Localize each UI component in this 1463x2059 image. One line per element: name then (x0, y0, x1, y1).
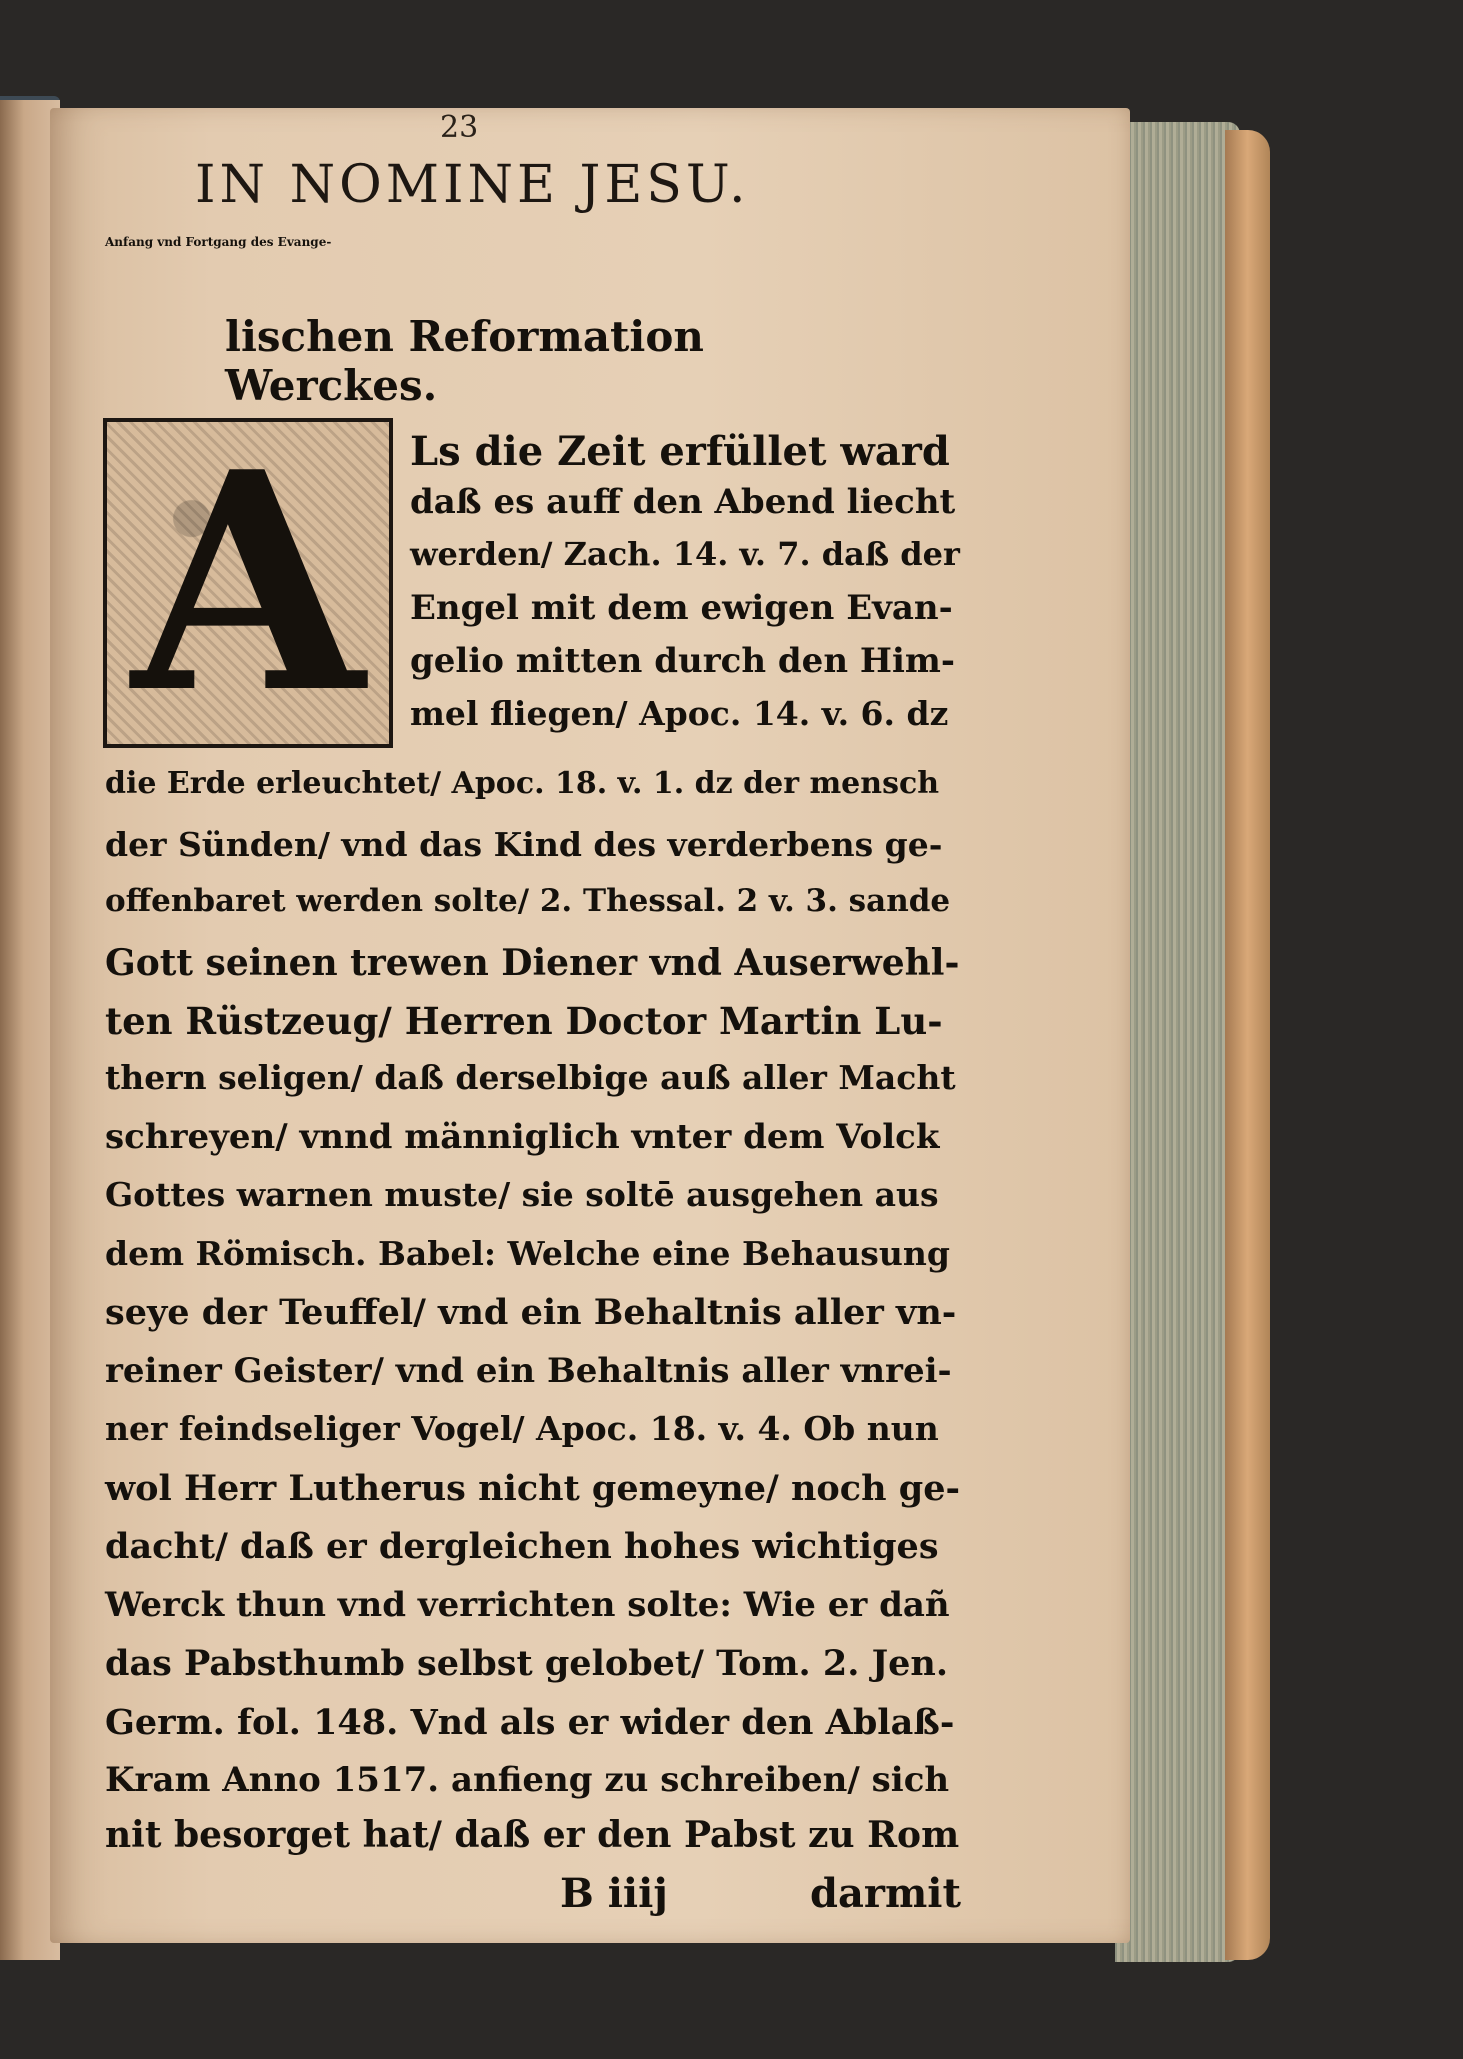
text-line: die Erde erleuchtet/ Apoc. 18. v. 1. dz der mensch (105, 766, 940, 801)
text-line: dacht/ daß er dergleichen hohes wichtiges (105, 1526, 939, 1567)
page-number: 23 (440, 110, 479, 145)
text-line: dem Römisch. Babel: Welche eine Behausung (105, 1234, 950, 1273)
text-line: gelio mitten durch den Him- (410, 641, 955, 681)
text-line: schreyen/ vnnd männiglich vnter dem Volck (105, 1117, 940, 1157)
text-line: werden/ Zach. 14. v. 7. daß der (410, 535, 960, 573)
text-line: Germ. fol. 148. Vnd als er wider den Ablaß- (105, 1702, 955, 1743)
text-line: ten Rüstzeug/ Herren Doctor Martin Lu- (105, 999, 943, 1043)
text-line: Werck thun vnd verrichten solte: Wie er dañ (105, 1585, 950, 1625)
text-line: Kram Anno 1517. anfieng zu schreiben/ sich (105, 1760, 950, 1800)
text-line: das Pabsthumb selbst gelobet/ Tom. 2. Jen. (105, 1643, 949, 1684)
text-line: der Sünden/ vnd das Kind des verderbens ge- (105, 825, 943, 864)
text-line: Gott seinen trewen Diener vnd Auserwehl- (105, 942, 960, 984)
text-line: wol Herr Lutherus nicht gemeyne/ noch ge- (105, 1468, 960, 1509)
heading-title-line-1: Anfang vnd Fortgang des Evange- (105, 235, 332, 249)
text-line: nit besorget hat/ daß er den Pabst zu Rom (105, 1814, 960, 1856)
text-line: mel fliegen/ Apoc. 14. v. 6. dz (410, 694, 949, 733)
text-line: Ls die Zeit erfüllet ward (410, 428, 950, 475)
text-line: reiner Geister/ vnd ein Behaltnis aller vnrei- (105, 1351, 952, 1391)
heading-latin: IN NOMINE JESU. (195, 155, 750, 215)
heading-title-line-2: lischen Reformation Werckes. (225, 312, 704, 410)
catchword: darmit (810, 1870, 961, 1917)
text-line: seye der Teuffel/ vnd ein Behaltnis aller vn- (105, 1292, 957, 1333)
signature-mark: B iiij (560, 1870, 668, 1917)
text-line: Gottes warnen muste/ sie soltē ausgehen aus (105, 1175, 939, 1214)
book-cover (1225, 130, 1270, 1960)
text-line: daß es auff den Abend liecht (410, 482, 956, 522)
text-line: offenbaret werden solte/ 2. Thessal. 2 v. 3. sande (105, 883, 951, 919)
initial-letter: A (131, 406, 365, 759)
text-line: Engel mit dem ewigen Evan- (410, 588, 953, 628)
decorated-initial (103, 406, 393, 759)
text-line: thern seligen/ daß derselbige auß aller Macht (105, 1058, 956, 1097)
text-line: ner feindseliger Vogel/ Apoc. 18. v. 4. Ob nun (105, 1409, 939, 1448)
page-block-edge (1115, 122, 1240, 1962)
